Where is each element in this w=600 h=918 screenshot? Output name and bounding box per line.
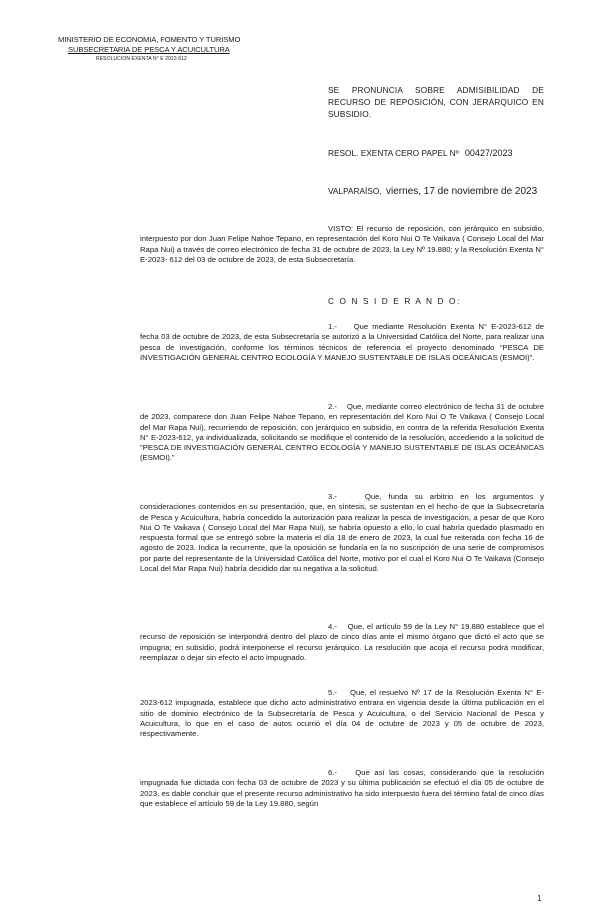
date-place: VALPARAÍSO, bbox=[328, 186, 382, 196]
paragraph-3-number: 3.- bbox=[328, 492, 337, 501]
paragraph-3-text: Que, funda su arbitrio en los argumentos y consideraciones contenidos en su presentación, que, en síntesis, se sustentan en el hecho de que la Subsecretaría de Pesca y Acuicultura, habría concedido la autorización para realizar la pesca de investigación, a pesar de que Koro Nui O Te Vaikava ( Consejo Local del Mar Rapa Nui), se habría opuesto a ello, lo cual habría quedado plasmado en respuesta formal que se entregó sobre la materia el día 18 de enero de 2023, la cual fue reiterada con fecha 16 de agosto de 2023. Indica la recurrente, que la oposición se fundaría en la no suscripción de una serie de compromisos por parte del representante de la Universidad Católica del Norte, motivo por el cual el Koro Nui O Te Vaikava (Consejo Local del Mar Rapa Nui) habría decidido dar su negativa a la solicitud. bbox=[140, 492, 545, 574]
paragraph-6-number: 6.- bbox=[328, 768, 337, 777]
resolution-label: RESOL. EXENTA CERO PAPEL Nº bbox=[328, 148, 459, 158]
ministry-name: MINISTERIO DE ECONOMIA, FOMENTO Y TURISMO bbox=[58, 35, 241, 44]
paragraph-4 bbox=[140, 622, 544, 663]
resolution-number: 00427/2023 bbox=[464, 148, 513, 158]
paragraph-5 bbox=[140, 688, 544, 739]
paragraph-1-number: 1.- bbox=[328, 322, 337, 331]
date-line bbox=[328, 186, 537, 197]
page-number: 1 bbox=[537, 894, 542, 903]
paragraph-6-text: Que así las cosas, considerando que la resolución impugnada fue dictada con fecha 03 de octubre de 2023 y su última publicación se efectuó el día 05 de octubre de 2023, es dable concluir que el presente recurso administrativo ha sido interpuesto fuera del término fatal de cinco días que establece el artículo 59 de la Ley 19.880, según bbox=[140, 768, 544, 808]
paragraph-4-text: Que, el artículo 59 de la Ley N° 19.880 establece que el recurso de reposición se interpondrá dentro del plazo de cinco días ante el mismo órgano que dictó el acto que se impugna; en subsidio, podrá interponerse el recurso jerárquico. La resolución que acoja el recurso podrá modificar, reemplazar o dejar sin efecto el acto impugnado. bbox=[140, 622, 544, 662]
considerando-heading: C O N S I D E R A N D O: bbox=[328, 296, 461, 306]
paragraph-5-text: Que, el resuelvo Nº 17 de la Resolución Exenta N° E-2023-612 impugnada, establece que dicho acto administrativo entrara en vigencia desde la última publicación en el sitio de dominio electrónico de la Subsecretaría de Pesca y Acuicultura, o del Servicio Nacional de Pesca y Acuicultura, lo que en el caso de autos ocurrió el día 04 de octubre de 2023 y 05 de octubre de 2023, respectivamente. bbox=[140, 688, 544, 739]
paragraph-4-number: 4.- bbox=[328, 622, 337, 631]
paragraph-2-number: 2.- bbox=[328, 402, 337, 411]
date-value: viernes, 17 de noviembre de 2023 bbox=[385, 186, 538, 197]
paragraph-5-number: 5.- bbox=[328, 688, 337, 697]
paragraph-1 bbox=[140, 322, 544, 363]
letterhead bbox=[58, 35, 318, 64]
paragraph-2 bbox=[140, 402, 544, 464]
paragraph-1-text: Que mediante Resolución Exenta N° E-2023-612 de fecha 03 de octubre de 2023, de esta Subsecretaría se autorizó a la Universidad Católica del Norte, para realizar una pesca de investigación, conforme los términos técnicos de referencia el proyecto denominado “PESCA DE INVESTIGACIÓN GENERAL CENTRO ECOLOGÍA Y MANEJO SUSTENTABLE DE ISLAS OCEÁNICAS (ESMOI)”. bbox=[140, 322, 545, 362]
visto-paragraph: VISTO: El recurso de reposición, con jerárquico en subsidio, interpuesto por don Juan Felipe Nahoe Tepano, en representación del Koro Nui O Te Vaikava ( Consejo Local del Mar Rapa Nui) a través de correo electrónico de fecha 31 de octubre de 2023, la Ley Nº 19.880; y la Resolución Exenta N° E-2023- 612 del 03 de octubre de 2023, de esta Subsecretaría. bbox=[140, 224, 544, 264]
resolution-reference: RESOLUCION EXENTA N° E 2023 612 bbox=[96, 56, 187, 62]
paragraph-6 bbox=[140, 768, 544, 809]
subsecretaria-name: SUBSECRETARIA DE PESCA Y ACUICULTURA bbox=[68, 45, 230, 54]
paragraph-2-text: Que, mediante correo electrónico de fecha 31 de octubre de 2023, comparece don Juan Felipe Nahoe Tepano, en representación del Koro Nui O Te Vaikava ( Consejo Local del Mar Rapa Nui), recurriendo de reposición, con jerárquico en subsidio, en contra de la referida Resolución Exenta N° E-2023-612, ya individualizada, solicitando se modifique el contenido de la resolución, accediendo a la solicitud de "PESCA DE INVESTIGACIÓN GENERAL CENTRO ECOLOGÍA Y MANEJO SUSTENTABLE DE ISLAS OCEÁNICAS (ESMOI).” bbox=[140, 402, 544, 463]
paragraph-3 bbox=[140, 492, 544, 574]
resolution-number-line bbox=[328, 148, 512, 158]
document-title: SE PRONUNCIA SOBRE ADMISIBILIDAD DE RECURSO DE REPOSICIÓN, CON JERÁRQUICO EN SUBSIDIO. bbox=[328, 85, 544, 119]
